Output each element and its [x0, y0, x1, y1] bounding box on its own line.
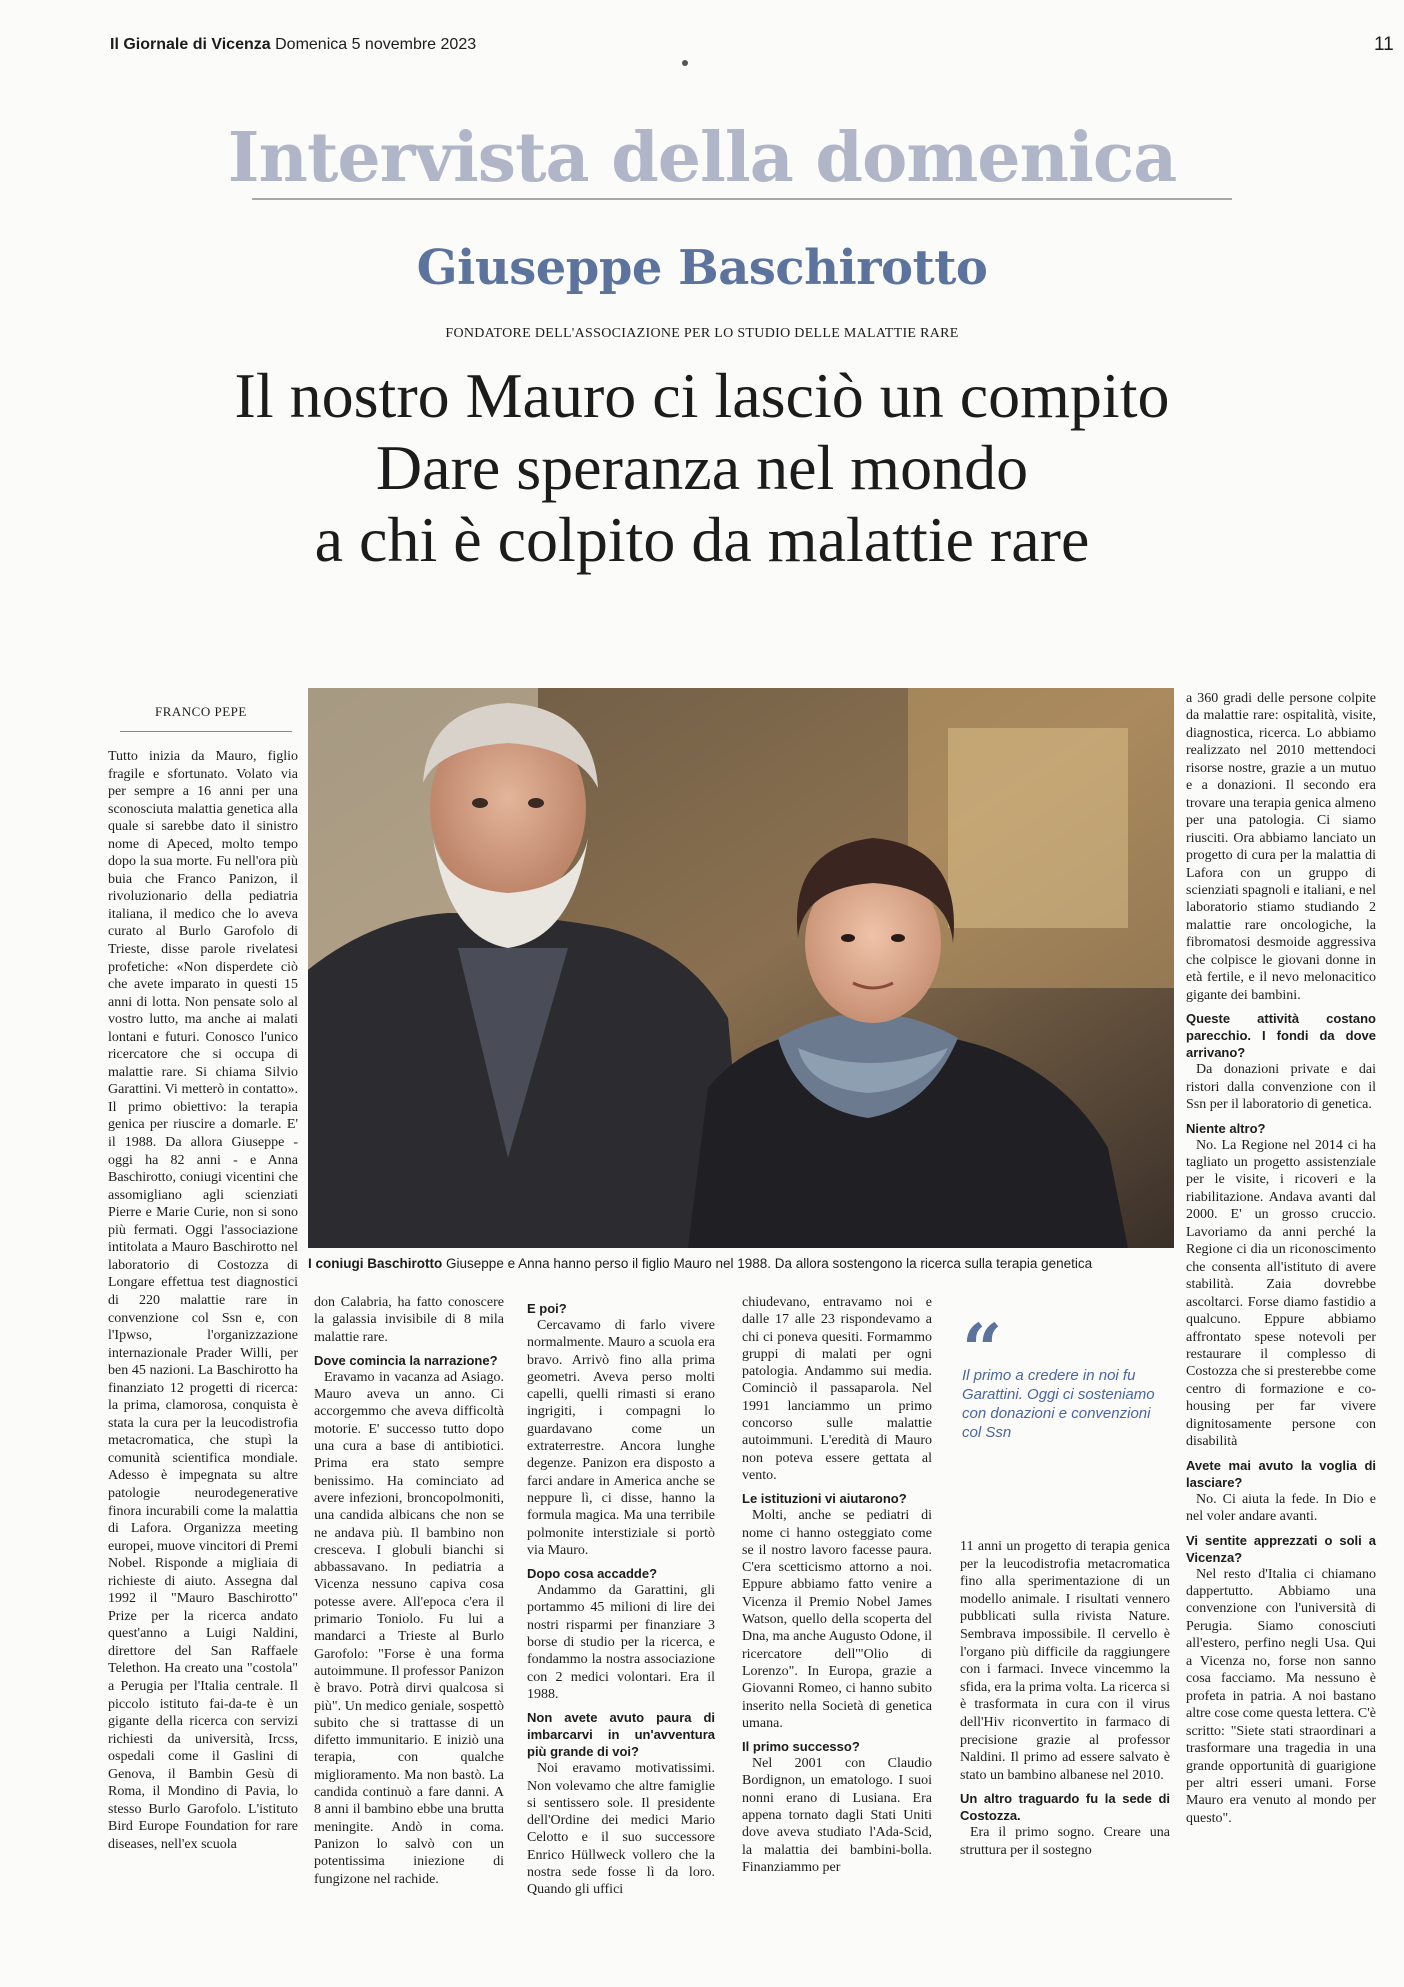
rubric-divider	[252, 198, 1232, 200]
masthead-date: Domenica 5 novembre 2023	[275, 36, 477, 53]
interview-question: Queste attività costano parecchio. I fondi da dove arrivano?	[1186, 1011, 1376, 1061]
article-paragraph: 11 anni un progetto di terapia genica per la leucodistrofia metacromatica fino alla sperimentazione di un modello animale. I risultati vennero pubblicati sulla rivista Nature. Sembrava impossibile. Il cervello è l'organo più difficile da raggiungere con i farmaci. Invece vincemmo la sfida, era la prima volta. La ricerca si è trasformata in cura con il virus dell'Hiv riconvertito in farmaco di precisione grazie al professor Naldini. Il primo ad essere salvato è stato un bambino albanese nel 2010.	[960, 1539, 1170, 1783]
masthead-paper: Il Giornale di Vicenza Domenica 5 novembre 2023	[110, 36, 477, 53]
article-column-3	[527, 1294, 715, 1899]
portrait-photo-icon	[308, 688, 1174, 1248]
article-paragraph: don Calabria, ha fatto conoscere la galassia invisibile di 8 mila malattie rare.	[314, 1295, 504, 1345]
photo-caption	[308, 1256, 1174, 1271]
article-paragraph: a 360 gradi delle persone colpite da malattie rare: ospitalità, visite, diagnostica, ricerca. Lo abbiamo realizzato nel 2010 mettendoci risorse nostre, grazie a un mutuo e a donazioni. Il secondo era trovare una terapia genica almeno per una patologia. Ci siamo riusciti. Ora abbiamo lanciato un progetto di cura per la malattia di Lafora con un gruppo di scienziati spagnoli e italiani, e nel laboratorio stiamo studiando 2 malattie rare oncologiche, la fibromatosi desmoide aggressiva che colpisce le giovani donne in età fertile, e il nevo melonacitico gigante dei bambini.	[1186, 691, 1376, 1003]
article-paragraph: Da donazioni private e dai ristori dalla convenzione con il Ssn per il laboratorio di genetica.	[1186, 1062, 1376, 1113]
interview-question: Niente altro?	[1186, 1120, 1266, 1136]
headline-line: Dare speranza nel mondo	[375, 432, 1029, 503]
interview-question: Il primo successo?	[742, 1739, 860, 1755]
person-role: FONDATORE DELL'ASSOCIAZIONE PER LO STUDIO DELLE MALATTIE RARE	[445, 326, 959, 341]
interview-question: Vi sentite apprezzati o soli a Vicenza?	[1186, 1532, 1376, 1565]
headline	[0, 360, 1404, 576]
article-paragraph: Era il primo sogno. Creare una struttura per il sostegno	[960, 1825, 1170, 1858]
interview-question: Dopo cosa accadde?	[527, 1566, 658, 1582]
article-column-5	[960, 1538, 1170, 1860]
byline: FRANCO PEPE	[155, 704, 247, 719]
interview-question: Non avete avuto paura di imbarcarvi in un'avventura più grande di voi?	[527, 1710, 715, 1760]
article-paragraph: Cercavamo di farlo vivere normalmente. Mauro a scuola era bravo. Arrivò fino alla prima geometri. Aveva perso molti capelli, quelli rimasti si erano ingrigiti, i compagni lo guardavano come un extraterrestre. Ancora lunghe degenze. Panizon era disposto a farci andare in America anche se neppure lì, ci disse, hanno la formula magica. Ma una terribile polmonite interstiziale si portò via Mauro.	[527, 1318, 715, 1558]
article-column-4	[742, 1294, 932, 1876]
headline-line: a chi è colpito da malattie rare	[314, 504, 1090, 575]
article-paragraph: Molti, anche se pediatri di nome ci hanno osteggiato come se il nostro lavoro facesse paura. C'era scetticismo attorno a noi. Eppure abbiamo fatto venire a Vicenza il Premio Nobel James Watson, quello della scoperta del Dna, ma anche Augusto Odone, il ricercatore dell'"Olio di Lorenzo". In Europa, grazie a Giovanni Romeo, ci hanno subito inserito nella Società di genetica umana.	[742, 1508, 932, 1731]
article-column-2	[314, 1294, 504, 1888]
headline-line: Il nostro Mauro ci lasciò un compito	[234, 360, 1170, 431]
byline-rule	[120, 731, 292, 732]
interview-question: Un altro traguardo fu la sede di Costozza.	[960, 1791, 1170, 1824]
portrait-photo	[308, 688, 1174, 1248]
article-paragraph: No. La Regione nel 2014 ci ha tagliato un progetto assistenziale per le visite, i ricoveri e la riabilitazione. Andava avanti dal 2000. E' un grosso cruccio. Lavoriamo da anni perché la Regione ci dia un riconoscimento che consenta all'istituto di avere stabilità. Zaia dovrebbe ascoltarci. Forse diamo fastidio a qualcuno. Eppure abbiamo affrontato spese notevoli per restaurare il complesso di Costozza che si presterebbe come centro di formazione e co-housing per far vivere dignitosamente persone con disabilità	[1186, 1137, 1376, 1450]
person-name: Giuseppe Baschirotto	[416, 240, 988, 296]
photo-caption-text: Giuseppe e Anna hanno perso il figlio Mauro nel 1988. Da allora sostengono la ricerca sulla terapia genetica	[446, 1256, 1093, 1271]
article-paragraph: Noi eravamo motivatissimi. Non volevamo che altre famiglie si sentissero sole. Il presidente dell'Ordine dei medici Mario Celotto e il suo successore Enrico Hüllweck vollero che la nostra sede fosse lì da loro. Quando gli uffici	[527, 1761, 715, 1898]
article-paragraph: Eravamo in vacanza ad Asiago. Mauro aveva un anno. Ci accorgemmo che aveva difficoltà motorie. E' successo tutto dopo una cura a base di antibiotici. Prima era stato sempre benissimo. Ha cominciato ad avere infezioni, broncopolmoniti, una candida albicans che non se ne andava più. Il bambino non cresceva. I globuli bianchi si abbassavano. In pediatria a Vicenza nessuno capiva cosa potesse avere. All'epoca c'era il primario Toniolo. Fu lui a mandarci a Trieste al Burlo Garofolo: "Forse è una forma autoimmune. Il professor Panizon è bravo. Potrà dirvi qualcosa si più". Un medico geniale, sospettò subito che si trattasse di un difetto immunitario. E iniziò una terapia, con qualche miglioramento. Ma non bastò. La candida continuò a fare danni. A 8 anni il bambino ebbe una brutta meningite. Andò in coma. Panizon lo salvò con un potentissima iniezione di fungizone nel rachide.	[314, 1369, 504, 1887]
interview-question: Avete mai avuto la voglia di lasciare?	[1186, 1457, 1376, 1490]
article-paragraph: Nel 2001 con Claudio Bordignon, un ematologo. I suoi nonni erano di Lusiana. Era appena tornato dagli Stati Uniti dove aveva studiato l'Ada-Scid, la malattia dei bambini-bolla. Finanziammo per	[742, 1756, 932, 1875]
page-number: 11	[1374, 34, 1394, 55]
article-column-1	[108, 748, 298, 1853]
pull-quote-text: Il primo a credere in noi fu Garattini. Oggi ci sosteniamo con donazioni e convenzioni col Ssn	[962, 1367, 1155, 1441]
masthead-dot	[682, 60, 688, 66]
article-paragraph: Nel resto d'Italia ci chiamano dappertutto. Abbiamo una convenzione con l'università di Perugia. Siamo conosciuti all'estero, perfino negli Usa. Qui a Vicenza no, forse non sanno cosa facciamo. Ma nessuno è profeta in patria. A noi bastano altre cose come questa lettera. C'è scritto: "Siete stati straordinari a trasformare una tragedia in una grande opportunità di guarigione per altri esseri umani. Forse Mauro era venuto al mondo per questo".	[1186, 1566, 1376, 1826]
article-paragraph: Tutto inizia da Mauro, figlio fragile e sfortunato. Volato via per sempre a 16 anni per una sconosciuta malattia genetica alla quale si sarebbe dato il sinistro nome di Apeced, molto tempo dopo la sua morte. Fu nell'ora più buia che Franco Panizon, il rivoluzionario della pediatria italiana, il medico che lo aveva curato al Burlo Garofolo di Trieste, disse parole rivelatesi profetiche: «Non disperdete ciò che avete imparato in questi 15 anni di lotta. Non pensate solo al vostro lutto, ma anche ai malati lontani e futuri. Conosco l'unico ricercatore che si occupa di malattie rare. Si chiama Silvio Garattini. Vi metterò in contatto». Il primo obiettivo: la terapia genica per riuscire a domarle. E' il 1988. Da allora Giuseppe - oggi ha 82 anni - e Anna Baschirotto, coniugi vicentini che assomigliano agli scienziati Pierre e Marie Curie, non si sono più fermati. Oggi l'associazione intitolata a Mauro Baschirotto nel laboratorio di Costozza di Longare effettua test diagnostici di 220 malattie rare in convenzione col Ssn e, con l'Ipwso, l'organizzazione internazionale Prader Willi, per ben 45 nazioni. La Baschirotto ha finanziato 12 progetti di ricerca: la prima, clamorosa, conquista è stata la cura per la leucodistrofia metacromatica, che stupì la comunità scientifica mondiale. Adesso è impegnata su altre patologie neurodegenerative finora incurabili come la malattia di Lafora. Organizza meeting europei, muove vincitori di Premi Nobel. Risponde a migliaia di richieste di aiuto. Assegna dal 1992 il "Mauro Baschirotto" Prize per la ricerca andato quest'anno a Luigi Naldini, direttore del San Raffaele Telethon. Ha creato una "costola" a Perugia per l'Italia centrale. Il piccolo istituto fai-da-te è un gigante della ricerca con servizi richiesti da università, Ircss, ospedali come il Gaslini di Genova, il Bambin Gesù di Roma, il Mondino di Pavia, lo stesso Burlo Garofolo. L'istituto Bird Europe Foundation for rare diseases, nell'ex scuola	[108, 749, 298, 1852]
pull-quote	[962, 1308, 1172, 1442]
rubric-title: Intervista della domenica	[227, 118, 1177, 198]
article-paragraph: No. Ci aiuta la fede. In Dio e nel voler andare avanti.	[1186, 1491, 1376, 1525]
masthead	[110, 32, 1400, 58]
quote-mark-icon: “	[962, 1308, 1003, 1391]
article-column-6	[1186, 690, 1376, 1827]
interview-question: Dove comincia la narrazione?	[314, 1352, 498, 1368]
photo-caption-bold: I coniugi Baschirotto	[308, 1256, 443, 1271]
article-paragraph: chiudevano, entravamo noi e dalle 17 alle 23 rispondevamo a chi ci poneva quesiti. Formammo gruppi di malati per ogni patologia. Andammo sui media. Cominciò il passaparola. Nel 1991 lanciammo un primo concorso sulle malattie autoimmuni. L'eredità di Mauro non poteva essere gettata al vento.	[742, 1295, 932, 1483]
interview-question: E poi?	[527, 1301, 567, 1316]
article-paragraph: Andammo da Garattini, gli portammo 45 milioni di lire dei nostri risparmi per finanziare 3 borse di studio per la ricerca, e fondammo la nostra associazione con 2 medici volontari. Era il 1988.	[527, 1583, 715, 1702]
interview-question: Le istituzioni vi aiutarono?	[742, 1491, 907, 1507]
